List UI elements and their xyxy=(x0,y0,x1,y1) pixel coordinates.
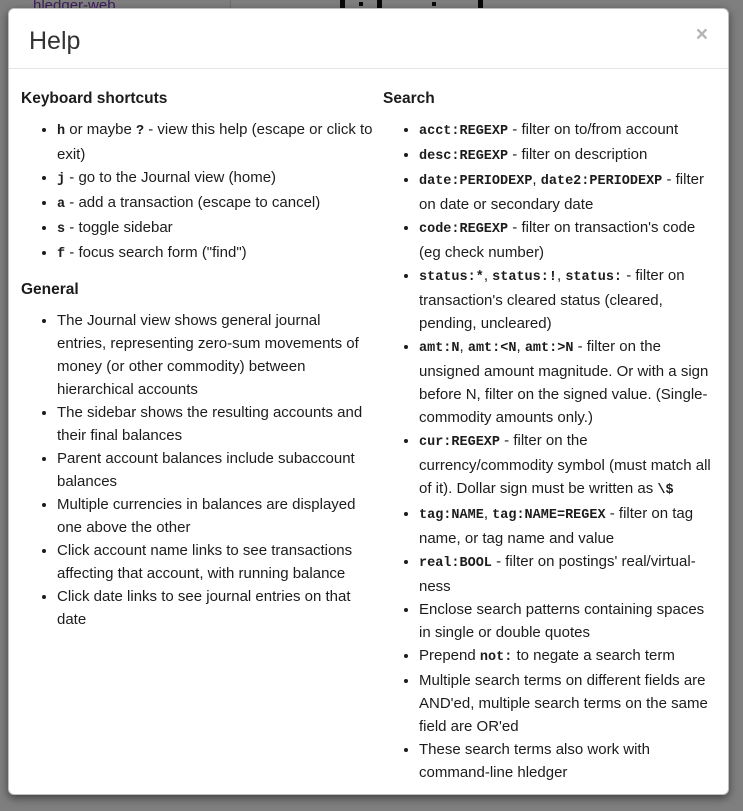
help-column-left xyxy=(21,89,373,794)
plain-text: , xyxy=(556,267,566,284)
code-text: tag:NAME xyxy=(419,508,484,523)
plain-text: , xyxy=(483,267,493,284)
code-text: status:* xyxy=(419,270,484,285)
plain-text: Enclose search patterns containing spaces in single or double quotes xyxy=(419,601,705,641)
keyboard-shortcuts-list xyxy=(21,118,373,266)
plain-text: - filter on description xyxy=(508,146,648,163)
code-text: acct:REGEXP xyxy=(419,124,509,139)
list-item xyxy=(419,669,718,738)
plain-text: Prepend xyxy=(419,647,480,664)
list-item xyxy=(419,550,718,598)
list-item xyxy=(419,335,718,429)
plain-text: - add a transaction (escape to cancel) xyxy=(65,194,321,211)
list-item xyxy=(57,241,373,266)
plain-text: to negate a search term xyxy=(512,647,675,664)
plain-text: - filter on transaction's cleared status (cleared, pending, uncleared) xyxy=(419,267,685,332)
plain-text: - filter on to/from account xyxy=(508,121,679,138)
code-text: cur:REGEXP xyxy=(419,435,501,450)
keyboard-shortcuts-heading: Keyboard shortcuts xyxy=(21,90,168,107)
code-text: not: xyxy=(479,650,513,665)
plain-text: Multiple currencies in balances are displayed one above the other xyxy=(57,496,356,536)
list-item xyxy=(419,143,718,168)
code-text: s xyxy=(57,222,66,237)
code-text: a xyxy=(57,197,66,212)
help-modal xyxy=(8,8,729,795)
code-text: j xyxy=(57,172,66,187)
code-text: h xyxy=(57,124,66,139)
plain-text: - toggle sidebar xyxy=(65,219,173,236)
plain-text: The Journal view shows general journal entries, representing zero-sum movements of money (or other commodity) between hierarchical accounts xyxy=(57,312,359,398)
search-list xyxy=(383,118,718,784)
plain-text: Parent account balances include subaccount balances xyxy=(57,450,355,490)
plain-text: - filter on tag name, or tag name and value xyxy=(419,505,694,547)
list-item xyxy=(419,264,718,335)
code-text: date:PERIODEXP xyxy=(419,174,533,189)
plain-text: or maybe xyxy=(65,121,136,138)
plain-text: - filter on date or secondary date xyxy=(419,171,704,213)
modal-body xyxy=(9,69,728,794)
code-text: ? xyxy=(135,124,145,139)
plain-text: - filter on the currency/commodity symbol (must match all of it). Dollar sign must be written as xyxy=(419,432,711,497)
close-icon[interactable]: × xyxy=(695,23,708,46)
list-item xyxy=(419,216,718,264)
list-item xyxy=(57,216,373,241)
search-heading: Search xyxy=(383,90,435,107)
code-text: status: xyxy=(565,270,623,285)
list-item xyxy=(57,401,373,447)
list-item xyxy=(57,447,373,493)
code-text: amt:>N xyxy=(524,341,574,356)
plain-text: , xyxy=(516,338,525,355)
list-item xyxy=(57,118,373,166)
plain-text: - focus search form ("find") xyxy=(65,244,247,261)
code-text: desc:REGEXP xyxy=(419,149,509,164)
code-text: real:BOOL xyxy=(419,556,492,571)
plain-text: - go to the Journal view (home) xyxy=(65,169,277,186)
plain-text: , xyxy=(532,171,541,188)
list-item xyxy=(419,598,718,644)
list-item xyxy=(57,309,373,401)
list-item xyxy=(419,738,718,784)
plain-text: Multiple search terms on different fields are AND'ed, multiple search terms on the same field are OR'ed xyxy=(419,672,708,735)
list-item xyxy=(57,493,373,539)
general-list xyxy=(21,309,373,631)
plain-text: - filter on transaction's code (eg check number) xyxy=(419,219,696,261)
list-item xyxy=(57,539,373,585)
plain-text: These search terms also work with command-line hledger xyxy=(419,741,650,781)
list-item xyxy=(419,118,718,143)
code-text: amt:<N xyxy=(467,341,517,356)
help-column-right xyxy=(383,89,718,794)
list-item xyxy=(57,191,373,216)
plain-text: - view this help (escape or click to exit) xyxy=(57,121,373,163)
list-item xyxy=(419,168,718,216)
list-item xyxy=(419,502,718,550)
plain-text: Click account name links to see transactions affecting that account, with running balance xyxy=(57,542,353,582)
list-item xyxy=(419,429,718,502)
plain-text: The sidebar shows the resulting accounts and their final balances xyxy=(57,404,363,444)
general-heading: General xyxy=(21,281,79,298)
plain-text: , xyxy=(483,505,493,522)
plain-text: Click date links to see journal entries on that date xyxy=(57,588,351,628)
plain-text: - filter on postings' real/virtual-ness xyxy=(419,553,696,595)
code-text: amt:N xyxy=(419,341,460,356)
modal-header xyxy=(9,9,728,69)
code-text: status:! xyxy=(492,270,557,285)
modal-title: Help xyxy=(29,27,81,55)
list-item xyxy=(57,166,373,191)
code-text: f xyxy=(57,247,66,262)
list-item xyxy=(57,585,373,631)
plain-text: , xyxy=(459,338,468,355)
plain-text: - filter on the unsigned amount magnitude. Or with a sign before N, filter on the signed value. (Single-commodity amounts only.) xyxy=(419,338,709,426)
code-text: tag:NAME=REGEX xyxy=(492,508,606,523)
list-item xyxy=(419,644,718,669)
code-text: \$ xyxy=(657,483,674,498)
code-text: code:REGEXP xyxy=(419,222,509,237)
code-text: date2:PERIODEXP xyxy=(540,174,663,189)
